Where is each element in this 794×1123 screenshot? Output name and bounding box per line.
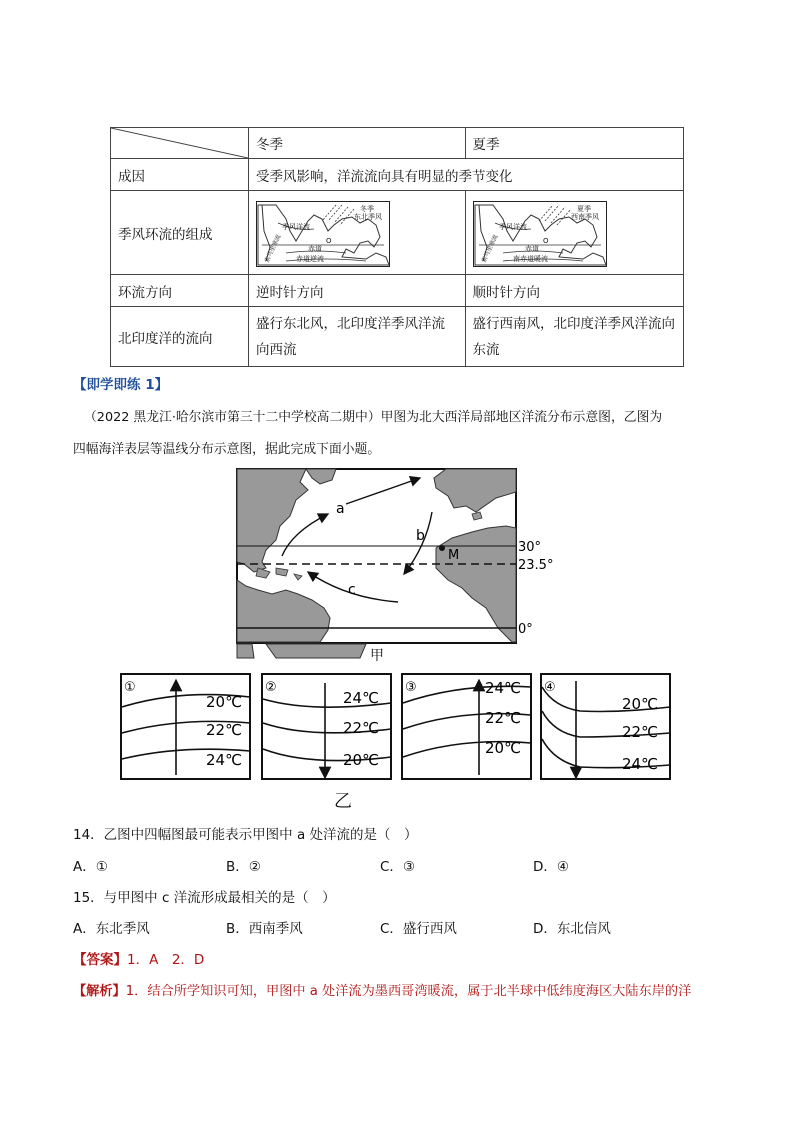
panel-3-num: ③ [405, 680, 417, 695]
answer-text: 1．A 2．D [127, 952, 205, 968]
lat-23-5: 23.5° [518, 558, 554, 573]
analysis-text: 1．结合所学知识可知，甲图中 a 处洋流为墨西哥湾暖流，属于北半球中低纬度海区大陆东岸的洋 [125, 984, 692, 999]
panel-1-t1: 20℃ [206, 693, 242, 711]
isotherm-panel-1 [120, 673, 252, 781]
winter-monsoon-map [256, 201, 388, 265]
direction-summer: 顺时针方向 [465, 275, 684, 307]
analysis-tag: 【解析】 [73, 984, 126, 999]
label-a: a [336, 501, 345, 517]
summer-map-cell [465, 191, 684, 275]
q15-option-d: D．东北信风 [533, 921, 611, 937]
winter-map-current: 季风洋流 [282, 222, 310, 231]
q14-option-d: D．④ [533, 859, 569, 875]
q14-option-a: A．① [73, 859, 108, 875]
panel-4-num: ④ [544, 680, 556, 695]
flow-winter-line2: 向西流 [256, 341, 297, 358]
q14-option-c: C．③ [380, 859, 416, 875]
panel-3-t3: 20℃ [485, 739, 521, 757]
composition-label: 季风环流的组成 [111, 191, 249, 275]
cause-value: 受季风影响，洋流流向具有明显的季节变化 [249, 159, 684, 191]
panel-1-num: ① [124, 680, 136, 695]
panel-2-t1: 24℃ [343, 689, 379, 707]
panel-2-t3: 20℃ [343, 751, 379, 769]
panel-3-t1: 24℃ [485, 679, 521, 697]
intro-line-1: （2022 黑龙江·哈尔滨市第三十二中学校高二期中）甲图为北大西洋局部地区洋流分布示意图，乙图为 [84, 410, 663, 425]
summer-map-counter: 南赤道暖流 [512, 254, 548, 263]
summer-map-island: O [542, 236, 549, 245]
panel-4-t1: 20℃ [622, 695, 658, 713]
panel-3-t2: 22℃ [485, 709, 521, 727]
label-c: c [348, 582, 356, 598]
lat-0: 0° [518, 622, 533, 637]
direction-label: 环流方向 [111, 275, 249, 307]
cause-label: 成因 [111, 159, 249, 191]
panel-1-t2: 22℃ [206, 721, 242, 739]
label-m: M [448, 548, 460, 563]
flow-summer-line2: 东流 [472, 341, 500, 358]
isotherm-panel-3 [401, 673, 533, 781]
isotherm-panel-4 [540, 673, 672, 781]
q14-option-b: B．② [226, 859, 261, 875]
summer-map-season: 夏季 [576, 204, 591, 213]
summer-map-eq: 赤道 [524, 244, 539, 253]
winter-map-counter: 赤道逆流 [296, 254, 324, 263]
winter-map-left: 索马里寒流 [263, 233, 283, 264]
intro-line-2: 四幅海洋表层等温线分布示意图，据此完成下面小题。 [73, 442, 381, 457]
row-cause [111, 159, 684, 191]
q15-option-c: C．盛行西风 [380, 921, 457, 937]
q15-stem: 15．与甲图中 c 洋流形成最相关的是（ ） [73, 890, 336, 906]
isotherm-panel-2 [261, 673, 393, 781]
practice-heading: 【即学即练 1】 [73, 377, 169, 393]
flow-label: 北印度洋的流向 [111, 307, 249, 367]
panel-4-t3: 24℃ [622, 755, 658, 773]
flow-winter [249, 307, 466, 367]
row-direction [111, 275, 684, 307]
answer-line [73, 948, 204, 968]
row-flow [111, 307, 684, 367]
monsoon-circulation-table [110, 127, 684, 367]
q14-stem: 14．乙图中四幅图最可能表示甲图中 a 处洋流的是（ ） [73, 827, 418, 843]
analysis-line [73, 980, 723, 999]
flow-winter-line1: 盛行东北风，北印度洋季风洋流 [256, 315, 445, 332]
caption-jia: 甲 [370, 648, 384, 664]
diagonal-divider [111, 128, 248, 158]
panel-1-t3: 24℃ [206, 751, 242, 769]
panel-4-t2: 22℃ [622, 723, 658, 741]
summer-map-left: 索马里寒流 [479, 233, 499, 264]
caption-yi: 乙 [334, 791, 352, 812]
lat-30: 30° [518, 540, 542, 555]
summer-monsoon-map [473, 201, 605, 265]
direction-winter: 逆时针方向 [249, 275, 466, 307]
label-b: b [416, 528, 425, 544]
panel-2-t2: 22℃ [343, 719, 379, 737]
winter-map-island: O [326, 236, 332, 245]
q15-option-a: A．东北季风 [73, 921, 150, 937]
panel-2-num: ② [265, 680, 277, 695]
summer-map-wind: 西南季风 [570, 212, 599, 221]
table-header-row [111, 128, 684, 159]
table-corner-cell [111, 128, 249, 159]
row-composition [111, 191, 684, 275]
winter-map-cell [249, 191, 466, 275]
flow-summer [465, 307, 684, 367]
summer-map-current: 季风洋流 [498, 222, 527, 231]
flow-summer-line1: 盛行西南风，北印度洋季风洋流向 [472, 315, 675, 332]
winter-map-season: 冬季 [360, 204, 374, 213]
winter-map-eq: 赤道 [308, 244, 322, 253]
header-summer: 夏季 [465, 128, 684, 159]
north-atlantic-map [236, 468, 566, 662]
q15-option-b: B．西南季风 [226, 921, 303, 937]
answer-tag: 【答案】 [73, 952, 127, 968]
header-winter: 冬季 [249, 128, 466, 159]
winter-map-wind: 东北季风 [354, 212, 382, 221]
